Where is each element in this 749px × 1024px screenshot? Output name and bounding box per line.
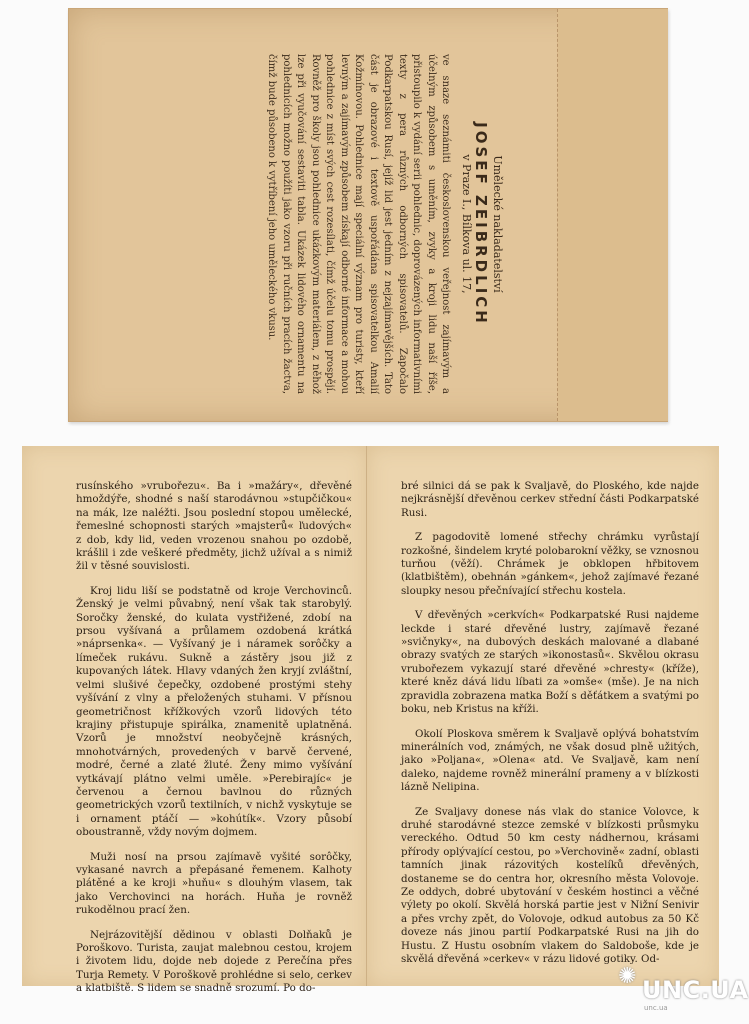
publisher-name: JOSEF ZEIBRDLICH — [472, 122, 491, 326]
paragraph: Ze Svaljavy donese nás vlak do stanice Volovce, k druhé starodávné stezce zemské v blízkosti průsmyku vereckého. Odtud 50 km cesty nádhernou, krásami přírody oplývající cestou, po »Verchovině« zadní, oblasti tamních jinak rázovitých kostelíků dřevěných, dostaneme se do centra hor, okresního města Volovoje. Ze oddych, dobré ubytování v českém hostinci a věčné výlety po okolí. Skvělá horská partie jest v Nižní Senivir a přes vrchy zpět, do Volovoje, odkud autobus za 50 Kč doveze nás jinou partií Podkarpatské Rusi na jih do Hustu. Z Hustu osobním vlakem do Saldoboše, kde je skvělá dřevěná »cerkev« v rázu lidové gotiky. Od- — [401, 805, 699, 965]
envelope — [68, 8, 668, 422]
left-page-column — [76, 480, 352, 1007]
paragraph: rusínského »vrubořezu«. Ba i »mažáry«, dřevěné hmoždýře, shodné s naší starodávnou »stupčičkou« na mák, lze naléžti. Jsou poslední stopou umělecké, řemeslné schopnosti starých »majsterů« ľudových« z dob, kdy lid, veden vrozenou snahou po ozdobě, krášlil i zde veškeré předměty, jichž užíval a s nimiž žil v těsné souvislosti. — [76, 480, 352, 573]
envelope-flap — [557, 9, 668, 421]
paragraph: bré silnici dá se pak k Svaljavě, do Ploského, kde najde nejkrásnější dřevěnou cerkev střední části Podkarpatské Rusi. — [401, 480, 699, 519]
right-page — [366, 446, 719, 986]
paragraph: V dřevěných »cerkvích« Podkarpatské Rusi najdeme leckde i staré dřevěné lustry, zajímavě řezané »svičnyky«, na dubových deskách malované a dlabané obrazy svatých ze starých »ikonostasů«. Skvělou okrasu vrubořezem vykazují staré dřevěné »chresty« (kříže), které kněz dává lidu líbati za »omše« (mše). Je na nich zpravidla zobrazena matka Boží s děťátkem a svatými po boku, neb Kristus na kříži. — [401, 609, 699, 716]
paragraph: Kroj lidu liší se podstatně od kroje Verchovinců. Ženský je velmi půvabný, není však tak starobylý. Soročky ženské, do kulata vystřižené, zdobí na prsou vyšívaná a průlamem ozdobená krátká »náprsenka«. — Vyšívaný je i náramek sorôčky a límeček rukávu. Sukně a zástěry jsou již z kupovaných látek. Hlavy vdaných žen kryjí zvláštní, velmi slušivé čepečky, ozdobené prostými stehy vyšívání z vlny a přeložených stuhami. V přísnou geometričnost křížkových vzorů lidových této krajiny přistupuje spirálka, znamenitě uplatněná. Vzorů je množství neobyčejně krásných, mnohotvárných, provedených v barvě červené, modré, černé a zlaté žluté. Ženy mimo vyšívání vytkávají plátno velmi uměle. »Perebirajíc« je červenou a černou bavlnou do různých geometrických vzorů textilních, v nichž vyskytuje se i ornament ptáčí — »kohútík«. Vzory působí oboustranně, vždy novým dojmem. — [76, 584, 352, 839]
left-page — [22, 446, 368, 995]
right-page-column — [401, 480, 699, 977]
paragraph: Z pagodovitě lomené střechy chrámku vyrůstají rozkošné, šindelem kryté polobarokní věžky, se vznosnou turňou (věží). Chrámek je obklopen hřbitovem (klatbištěm), obehnán »gánkem«, jehož zajímavé řezané sloupky nesou přečnívající střechu kostela. — [401, 531, 699, 597]
sun-rays-icon: ✺ — [618, 964, 637, 989]
paragraph: Nejrázovitější dědinou v oblasti Dolňaků je Poroškovo. Turista, zaujat malebnou cestou, krojem i životem lidu, dojde neb dojede z Perečína přes Turja Remety. V Poroškově prohlédne si selo, cerkev a klatbiště. S lidem se snadně srozumí. Po do- — [76, 928, 352, 995]
paragraph: Muži nosí na prsou zajímavě vyšité sorôčky, vykasané navrch a přepásané řemenem. Kalhoty plátěné a ke kroji »huňu« s dlouhým vlasem, tak jako Verchovinci na horách. Huňa je rovněž rukodělnou prací žen. — [76, 850, 352, 917]
watermark-subtext: unc.ua — [644, 1004, 668, 1012]
publisher-label: Umělecké nakladatelství — [491, 155, 504, 293]
paragraph: Okolí Ploskova směrem k Svaljavě oplývá bohatstvím minerálních vod, známých, ne však dosud plně užitých, jako »Poljana«, »Olena« atd. Ve Svaljavě, kam není daleko, najdeme rovněž minerální prameny a v blízkosti lázně Nelipina. — [401, 727, 699, 794]
watermark — [618, 962, 749, 1016]
publisher-address: v Praze I., Bílkova ul. 17, — [460, 154, 473, 294]
envelope-body-text: ve snaze seznámiti československou veřejnost zajímavým a účelným způsobem s uměním, zvyky a kroji lidu naší říše, přistoupilo k vydání serii pohlednic, doprovázených informativními texty z pera různých odborných spisovatelů. Započalo Podkarpatskou Rusí, jejíž lid jest jedním z nejzajímavějších. Tato část je obrazové i textově uspořádána spisovatelkou Amalií Kožmínovou. Pohlednice mají speciální význam pro turisty, kteří levným a zajímavým způsobem získají odborné informace a mohou pohlednice z míst svých cest rozesílati, čímž účelu tomu prospějí. Rovněž pro školy jsou pohlednice ukázkovým materiálem, z něhož lze při vyučování sestaviti tabla. Ukázek lidového ornamentu na pohlednicích možno použíti jako vzoru při ručních pracích žactva, čímž bude působeno k vytříbení jeho uměleckého vkusu. — [266, 54, 452, 394]
watermark-text: UNC.UA — [642, 976, 749, 1004]
envelope-printed-text — [174, 54, 504, 394]
